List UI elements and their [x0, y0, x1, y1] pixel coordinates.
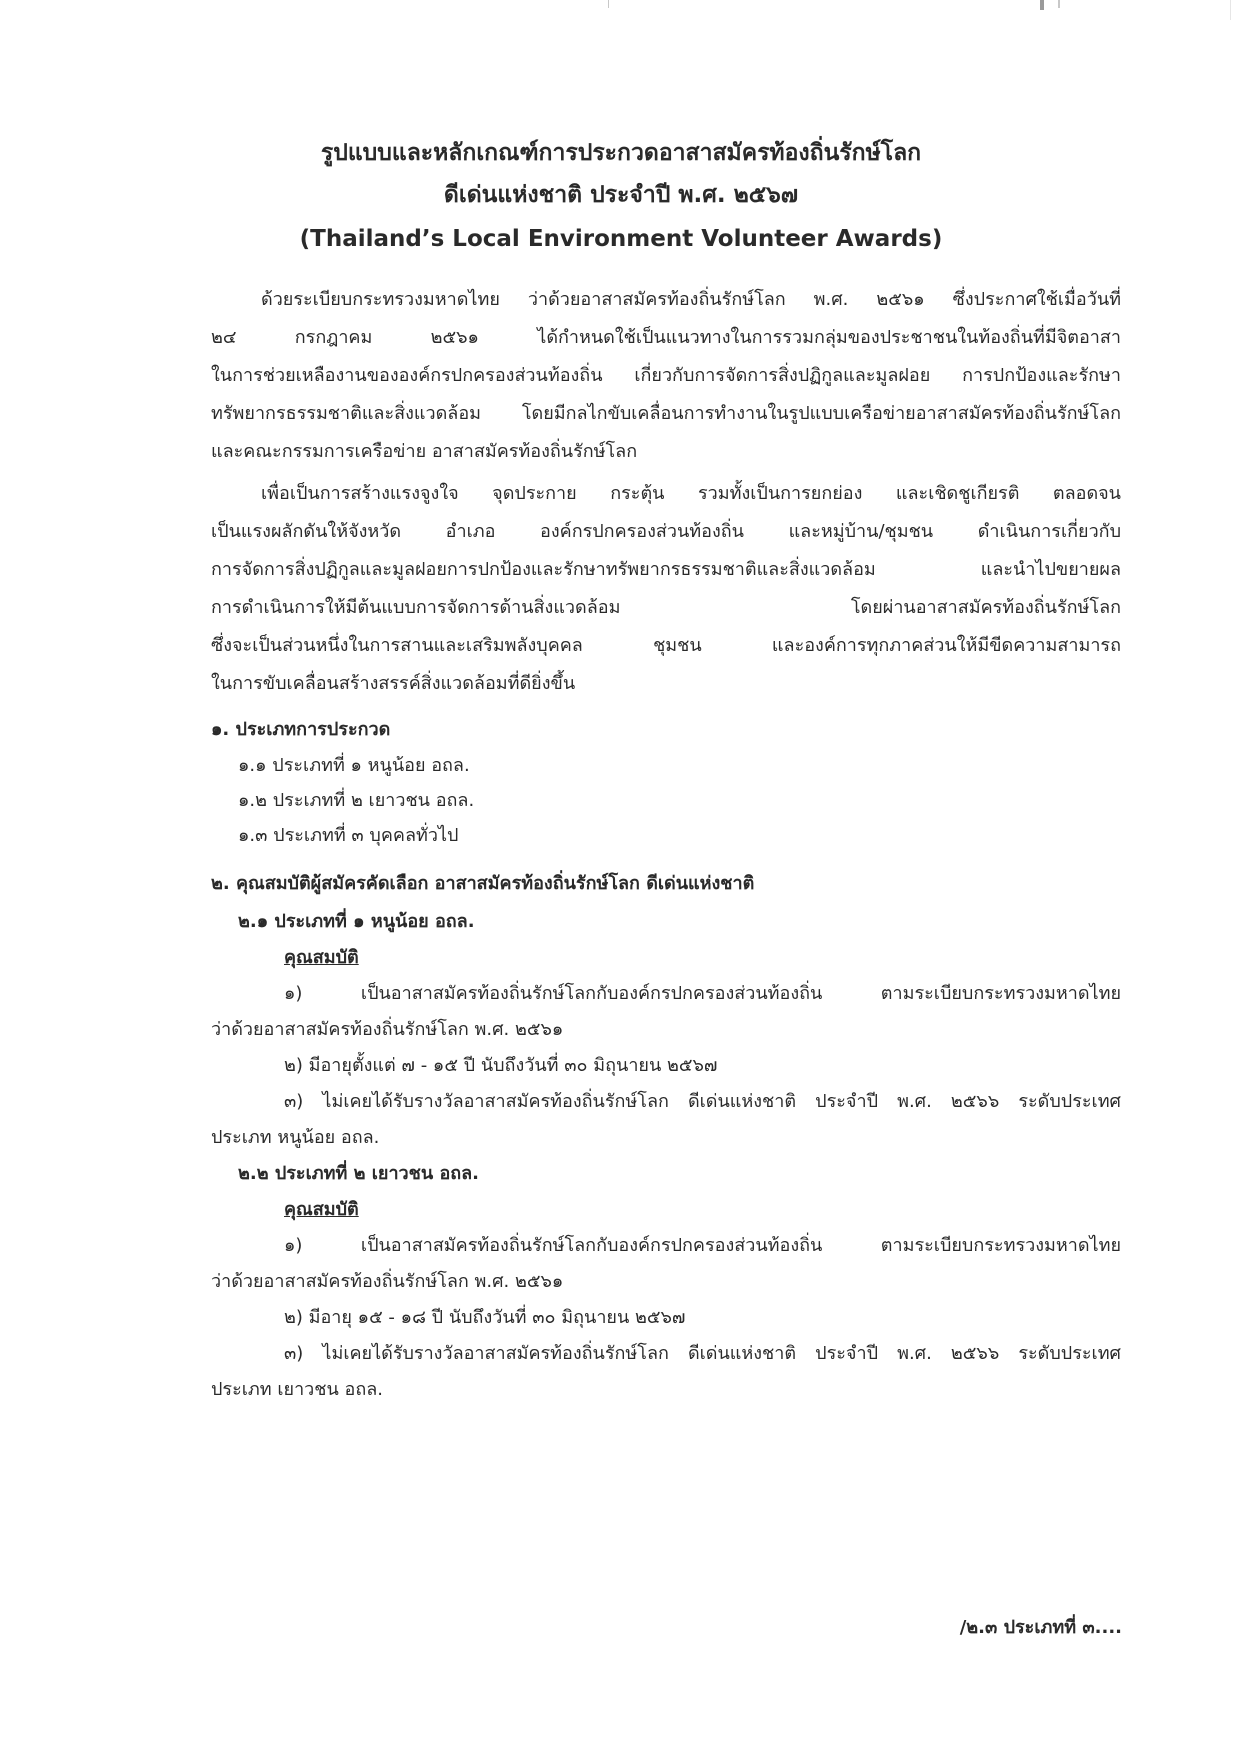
- document-title-line-2: ดีเด่นแห่งชาติ ประจำปี พ.ศ. ๒๕๖๗: [443, 182, 799, 208]
- section-1-heading: ๑. ประเภทการประกวด: [211, 719, 391, 740]
- section-2-heading: ๒. คุณสมบัติผู้สมัครคัดเลือก อาสาสมัครท้องถิ่นรักษ์โลก ดีเด่นแห่งชาติ: [211, 873, 755, 894]
- qualification-item: ๒) มีอายุตั้งแต่ ๗ - ๑๕ ปี นับถึงวันที่ ๓๐ มิถุนายน ๒๕๖๗: [284, 1055, 718, 1076]
- intro-paragraph-line: ทรัพยากรธรรมชาติและสิ่งแวดล้อม โดยมีกลไกขับเคลื่อนการทำงานในรูปแบบเครือข่ายอาสาสมัครท้องถิ่นรักษ์โลก: [211, 403, 1121, 424]
- scan-artifact: [608, 0, 609, 8]
- scan-artifact: [1230, 0, 1231, 20]
- qualification-item: ๓) ไม่เคยได้รับรางวัลอาสาสมัครท้องถิ่นรักษ์โลก ดีเด่นแห่งชาติ ประจำปี พ.ศ. ๒๕๖๖ ระดับประเทศ: [284, 1343, 1121, 1364]
- qualification-item-continuation: ว่าด้วยอาสาสมัครท้องถิ่นรักษ์โลก พ.ศ. ๒๕๖๑: [211, 1271, 564, 1292]
- intro-paragraph-line: ในการช่วยเหลืองานขององค์กรปกครองส่วนท้องถิ่น เกี่ยวกับการจัดการสิ่งปฏิกูลและมูลฝอย การปกป้องและรักษา: [211, 365, 1121, 386]
- purpose-paragraph-line: เป็นแรงผลักดันให้จังหวัด อำเภอ องค์กรปกครองส่วนท้องถิ่น และหมู่บ้าน/ชุมชน ดำเนินการเกี่ยวกับ: [211, 521, 1121, 542]
- qualification-item: ๒) มีอายุ ๑๕ - ๑๘ ปี นับถึงวันที่ ๓๐ มิถุนายน ๒๕๖๗: [284, 1307, 686, 1328]
- document-title-line-1: รูปแบบและหลักเกณฑ์การประกวดอาสาสมัครท้องถิ่นรักษ์โลก: [320, 140, 922, 166]
- purpose-paragraph-line: ซึ่งจะเป็นส่วนหนึ่งในการสานและเสริมพลังบุคคล ชุมชน และองค์การทุกภาคส่วนให้มีขีดความสามารถ: [211, 635, 1121, 656]
- purpose-paragraph-line: เพื่อเป็นการสร้างแรงจูงใจ จุดประกาย กระตุ้น รวมทั้งเป็นการยกย่อง และเชิดชูเกียรติ ตลอดจน: [261, 483, 1121, 504]
- qualification-label: คุณสมบัติ: [284, 947, 359, 968]
- intro-paragraph-line: ๒๔ กรกฎาคม ๒๕๖๑ ได้กำหนดใช้เป็นแนวทางในการรวมกลุ่มของประชาชนในท้องถิ่นที่มีจิตอาสา: [211, 327, 1121, 348]
- intro-paragraph-line: และคณะกรรมการเครือข่าย อาสาสมัครท้องถิ่นรักษ์โลก: [211, 441, 638, 462]
- section-2-1-heading: ๒.๑ ประเภทที่ ๑ หนูน้อย อถล.: [238, 911, 475, 932]
- qualification-item: ๓) ไม่เคยได้รับรางวัลอาสาสมัครท้องถิ่นรักษ์โลก ดีเด่นแห่งชาติ ประจำปี พ.ศ. ๒๕๖๖ ระดับประเทศ: [284, 1091, 1121, 1112]
- section-1-item: ๑.๒ ประเภทที่ ๒ เยาวชน อถล.: [238, 790, 475, 811]
- qualification-label: คุณสมบัติ: [284, 1199, 359, 1220]
- qualification-item-continuation: ว่าด้วยอาสาสมัครท้องถิ่นรักษ์โลก พ.ศ. ๒๕๖๑: [211, 1019, 564, 1040]
- qualification-item-continuation: ประเภท เยาวชน อถล.: [211, 1379, 383, 1400]
- purpose-paragraph-line: การจัดการสิ่งปฏิกูลและมูลฝอยการปกป้องและรักษาทรัพยากรธรรมชาติและสิ่งแวดล้อม และนำไปขยายผล: [211, 559, 1121, 580]
- qualification-item: ๑) เป็นอาสาสมัครท้องถิ่นรักษ์โลกกับองค์กรปกครองส่วนท้องถิ่น ตามระเบียบกระทรวงมหาดไทย: [284, 983, 1121, 1004]
- scan-artifact: [1058, 0, 1060, 8]
- purpose-paragraph-line: ในการขับเคลื่อนสร้างสรรค์สิ่งแวดล้อมที่ดียิ่งขึ้น: [211, 673, 576, 694]
- qualification-item: ๑) เป็นอาสาสมัครท้องถิ่นรักษ์โลกกับองค์กรปกครองส่วนท้องถิ่น ตามระเบียบกระทรวงมหาดไทย: [284, 1235, 1121, 1256]
- intro-paragraph-line: ด้วยระเบียบกระทรวงมหาดไทย ว่าด้วยอาสาสมัครท้องถิ่นรักษ์โลก พ.ศ. ๒๕๖๑ ซึ่งประกาศใช้เมื่อวันที่: [261, 289, 1121, 310]
- document-title-line-3: (Thailand’s Local Environment Volunteer Awards): [299, 226, 943, 252]
- page-continuation-marker: /๒.๓ ประเภทที่ ๓....: [959, 1617, 1122, 1638]
- section-1-item: ๑.๑ ประเภทที่ ๑ หนูน้อย อถล.: [238, 755, 470, 776]
- scan-artifact: [1040, 0, 1044, 10]
- purpose-paragraph-line: การดำเนินการให้มีต้นแบบการจัดการด้านสิ่งแวดล้อม โดยผ่านอาสาสมัครท้องถิ่นรักษ์โลก: [211, 597, 1121, 618]
- qualification-item-continuation: ประเภท หนูน้อย อถล.: [211, 1127, 380, 1148]
- section-1-item: ๑.๓ ประเภทที่ ๓ บุคคลทั่วไป: [238, 825, 459, 846]
- section-2-2-heading: ๒.๒ ประเภทที่ ๒ เยาวชน อถล.: [238, 1163, 480, 1184]
